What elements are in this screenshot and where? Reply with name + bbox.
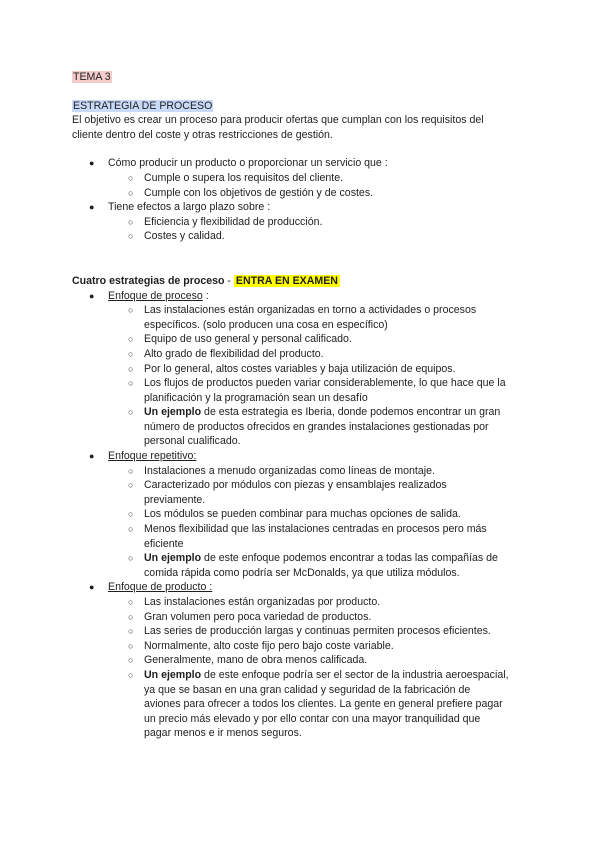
list-item-text-line: Equipo de uso general y personal calificado. bbox=[144, 333, 352, 346]
strategy-title: Enfoque de producto : bbox=[108, 581, 213, 594]
exam-tag: ENTRA EN EXAMEN bbox=[235, 274, 338, 287]
bullet-disc-icon: ● bbox=[89, 158, 95, 169]
bullet-circle-icon: ○ bbox=[128, 597, 134, 607]
list-item-text-line: específicos. (solo producen una cosa en específico) bbox=[144, 318, 388, 331]
list-item bbox=[72, 478, 532, 507]
bullet-circle-icon: ○ bbox=[128, 231, 134, 242]
example-text: de este enfoque podemos encontrar a todas las compañías de bbox=[201, 552, 498, 565]
list-item-text-line: Los flujos de productos pueden variar considerablemente, lo que hace que la bbox=[144, 377, 506, 390]
example-text-line: un precio más elevado y por ello contar con una mayor tranquilidad que bbox=[144, 712, 481, 725]
list-item-text-line: Gran volumen pero poca variedad de productos. bbox=[144, 610, 372, 623]
list-item-text: Costes y calidad. bbox=[144, 230, 225, 243]
bullet-circle-icon: ○ bbox=[128, 611, 134, 622]
list-item-text-line: Las series de producción largas y continuas permiten procesos eficientes. bbox=[144, 625, 491, 638]
list-item bbox=[72, 362, 532, 377]
list-item-text: Cómo producir un producto o proporcionar un servicio que : bbox=[108, 157, 388, 170]
bullet-circle-icon: ○ bbox=[128, 509, 134, 520]
bullet-circle-icon: ○ bbox=[128, 216, 134, 227]
list-item bbox=[72, 200, 532, 215]
example-text-line: aviones para ofrecer a todos los clientes. La gente en general prefiere pagar bbox=[144, 698, 503, 711]
section2-heading-text: Cuatro estrategias de proceso bbox=[72, 274, 225, 287]
list-item-text-line: eficiente bbox=[144, 537, 184, 550]
list-item bbox=[72, 171, 532, 186]
list-item-text: Cumple o supera los requisitos del cliente. bbox=[144, 171, 344, 184]
bullet-circle-icon: ○ bbox=[128, 172, 134, 183]
example-label: Un ejemplo bbox=[144, 406, 202, 419]
document-title: TEMA 3 bbox=[73, 71, 111, 83]
bullet-circle-icon: ○ bbox=[128, 480, 134, 491]
example-text-line: número de productos ofrecidos en grandes instalaciones gestionadas por bbox=[144, 420, 489, 433]
strategies-list bbox=[72, 289, 532, 741]
strategy-title: Enfoque repetitivo: bbox=[108, 450, 197, 463]
section-heading-estrategia: ESTRATEGIA DE PROCESO bbox=[73, 99, 213, 112]
list-item bbox=[72, 347, 532, 362]
list-item-text-line: Alto grado de flexibilidad del producto. bbox=[144, 347, 324, 360]
list-item bbox=[72, 610, 532, 625]
bullet-circle-icon: ○ bbox=[128, 524, 134, 535]
example-label: Un ejemplo bbox=[144, 668, 202, 681]
bullet-circle-icon: ○ bbox=[128, 305, 134, 316]
bullet-circle-icon: ○ bbox=[128, 378, 134, 389]
section-heading-line bbox=[72, 99, 532, 114]
list-item bbox=[72, 303, 532, 332]
list-item-text-line: Caracterizado por módulos con piezas y ensamblajes realizados bbox=[144, 479, 447, 492]
section1-bullet-list bbox=[72, 156, 532, 244]
bullet-disc-icon: ● bbox=[89, 202, 95, 213]
list-item-text-line: planificación y la programación sean un desafío bbox=[144, 391, 368, 404]
list-item bbox=[72, 464, 532, 479]
bullet-disc-icon: ● bbox=[89, 451, 95, 462]
bullet-disc-icon: ● bbox=[89, 582, 95, 593]
list-item bbox=[72, 376, 532, 405]
document-page bbox=[72, 70, 532, 741]
list-item-example bbox=[72, 668, 532, 741]
bullet-circle-icon: ○ bbox=[128, 655, 134, 666]
bullet-circle-icon: ○ bbox=[128, 187, 134, 198]
bullet-circle-icon: ○ bbox=[128, 640, 134, 651]
example-text-line: ya que se basan en una gran calidad y seguridad de la fabricación de bbox=[144, 683, 471, 696]
example-label: Un ejemplo bbox=[144, 552, 202, 565]
list-item bbox=[72, 653, 532, 668]
bullet-circle-icon: ○ bbox=[128, 626, 134, 637]
list-item bbox=[72, 229, 532, 244]
bullet-circle-icon: ○ bbox=[128, 553, 134, 564]
section2-heading bbox=[72, 274, 532, 289]
bullet-circle-icon: ○ bbox=[128, 348, 134, 359]
list-item bbox=[72, 186, 532, 201]
bullet-circle-icon: ○ bbox=[128, 407, 134, 418]
list-item bbox=[72, 507, 532, 522]
list-item-enfoque-producto bbox=[72, 580, 532, 595]
example-text-line: comida rápida como podría ser McDonalds, ya que utiliza módulos. bbox=[144, 566, 460, 579]
list-item-example bbox=[72, 551, 532, 580]
example-text-line: personal cualificado. bbox=[144, 435, 241, 448]
list-item bbox=[72, 156, 532, 171]
list-item-text-line: Menos flexibilidad que las instalaciones centradas en procesos pero más bbox=[144, 523, 487, 536]
intro-line-1: El objetivo es crear un proceso para producir ofertas que cumplan con los requisitos del bbox=[72, 114, 484, 127]
intro-line-2: cliente dentro del coste y otras restricciones de gestión. bbox=[72, 128, 333, 141]
list-item bbox=[72, 595, 532, 610]
list-item-text-line: Instalaciones a menudo organizadas como líneas de montaje. bbox=[144, 464, 435, 477]
list-item-text: Eficiencia y flexibilidad de producción. bbox=[144, 215, 323, 228]
list-item-text-line: previamente. bbox=[144, 493, 206, 506]
bullet-circle-icon: ○ bbox=[128, 669, 134, 680]
bullet-disc-icon: ● bbox=[89, 290, 95, 301]
list-item-enfoque-repetitivo bbox=[72, 449, 532, 464]
example-text: de este enfoque podría ser el sector de la industria aeroespacial, bbox=[201, 668, 509, 681]
list-item bbox=[72, 215, 532, 230]
list-item-text: Cumple con los objetivos de gestión y de costes. bbox=[144, 186, 374, 199]
list-item bbox=[72, 332, 532, 347]
list-item-text-line: Las instalaciones están organizadas en torno a actividades o procesos bbox=[144, 304, 477, 317]
bullet-circle-icon: ○ bbox=[128, 363, 134, 374]
list-item-enfoque-proceso bbox=[72, 289, 532, 304]
list-item-text: Tiene efectos a largo plazo sobre : bbox=[108, 201, 271, 214]
example-text: de esta estrategia es Iberia, donde podemos encontrar un gran bbox=[201, 406, 501, 419]
bullet-circle-icon: ○ bbox=[128, 334, 134, 345]
list-item-text-line: Generalmente, mano de obra menos calificada. bbox=[144, 654, 368, 667]
list-item-text-line: Las instalaciones están organizadas por producto. bbox=[144, 596, 381, 608]
list-item-text-line: Por lo general, altos costes variables y baja utilización de equipos. bbox=[144, 362, 456, 375]
document-title-line bbox=[72, 70, 532, 85]
strategy-title: Enfoque de proceso bbox=[108, 289, 203, 302]
section2-heading-separator: - bbox=[224, 274, 234, 287]
strategy-title-suffix: : bbox=[202, 289, 209, 302]
list-item bbox=[72, 522, 532, 551]
list-item-text-line: Los módulos se pueden combinar para muchas opciones de salida. bbox=[144, 508, 461, 521]
list-item bbox=[72, 624, 532, 639]
list-item bbox=[72, 639, 532, 654]
list-item-text-line: Normalmente, alto coste fijo pero bajo coste variable. bbox=[144, 639, 394, 652]
list-item-example bbox=[72, 405, 532, 449]
example-text-line: pagar menos e ir menos seguros. bbox=[144, 727, 302, 740]
bullet-circle-icon: ○ bbox=[128, 465, 134, 476]
